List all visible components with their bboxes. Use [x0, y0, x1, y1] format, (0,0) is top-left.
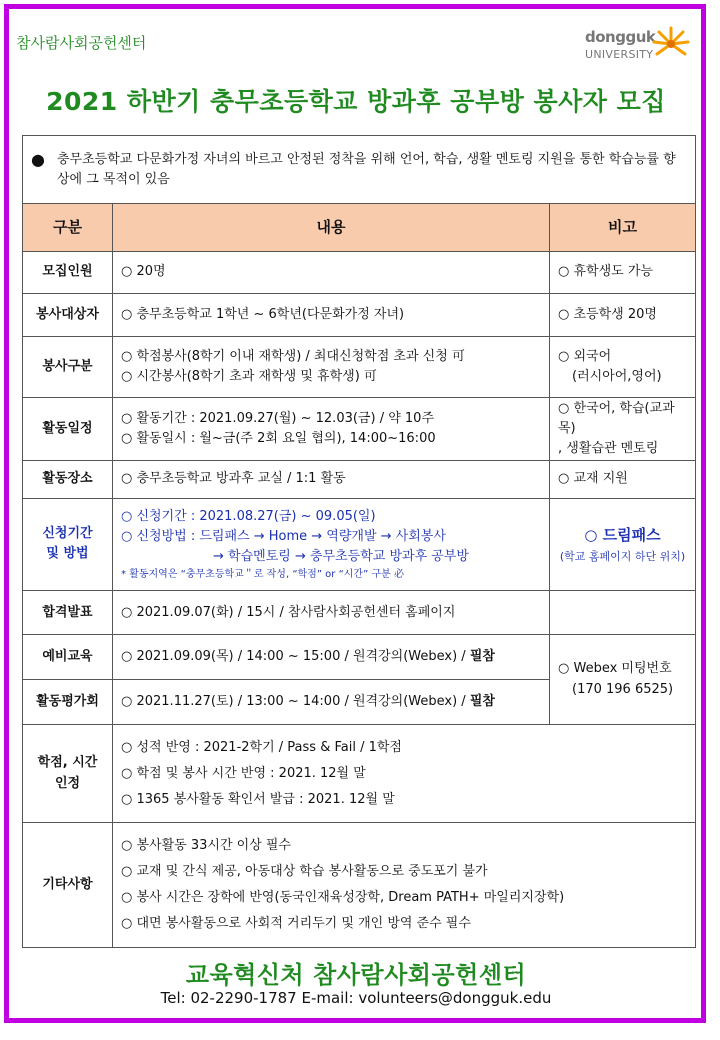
logo-subtitle: UNIVERSITY	[585, 48, 654, 61]
content-line: ○ 교재 및 간식 제공, 아동대상 학습 봉사활동으로 중도포기 불가	[121, 864, 488, 880]
table-row	[23, 336, 696, 397]
note-line: (학교 홈페이지 하단 위치)	[559, 549, 686, 563]
required-label: 필참	[469, 693, 495, 709]
apply-footnote: * 활동지역은 “충무초등학교＂로 작성, “학점” or “시간” 구분 必	[121, 568, 404, 580]
note-line: (러시아어,영어)	[572, 369, 662, 385]
category-cell: 활동평가회	[23, 679, 113, 724]
bullet-icon: ●	[31, 149, 45, 169]
category-line: 및 방법	[46, 546, 89, 562]
intro-box	[23, 136, 696, 204]
category-line: 학점, 시간	[37, 755, 98, 771]
intro-text: 충무초등학교 다문화가정 자녀의 바르고 안정된 정착을 위해 언어, 학습, 생활 멘토링 지원을 통한 학습능률 향상에 그 목적이 있음	[56, 151, 676, 187]
content-line: ○ 신청기간 : 2021.08.27(금) ~ 09.05(일)	[121, 508, 376, 524]
note-line: ○ 한국어, 학습(교과목)	[558, 400, 675, 436]
content-cell: ○ 2021.09.07(화) / 15시 / 참사람사회공헌센터 홈페이지	[113, 591, 550, 635]
note-line: ○ 외국어	[558, 348, 612, 364]
header-category: 구분	[23, 204, 113, 251]
note-cell: ○ 교재 지원	[550, 460, 696, 498]
category-line: 신청기간	[42, 526, 93, 542]
category-cell: 활동장소	[23, 460, 113, 498]
content-cell	[113, 398, 550, 460]
table-row	[23, 398, 696, 460]
content-cell	[113, 823, 696, 948]
lotus-icon	[649, 24, 693, 64]
table-row	[23, 635, 696, 679]
footer-org: 교육혁신처 참사람사회공헌센터	[185, 961, 527, 989]
content-line: ○ 활동기간 : 2021.09.27(월) ~ 12.03(금) / 약 10주	[121, 410, 434, 426]
table-row	[23, 724, 696, 822]
note-cell: ○ 초등학생 20명	[550, 293, 696, 336]
note-cell	[550, 635, 696, 724]
category-cell	[23, 724, 113, 822]
note-line: ○ Webex 미팅번호	[558, 661, 672, 677]
table-row	[23, 251, 696, 293]
content-cell: ○ 충무초등학교 방과후 교실 / 1:1 활동	[113, 460, 550, 498]
category-cell: 합격발표	[23, 591, 113, 635]
table-row	[23, 591, 696, 635]
content-line: ○ 성적 반영 : 2021-2학기 / Pass & Fail / 1학점	[121, 739, 402, 755]
note-line: , 생활습관 멘토링	[558, 440, 659, 456]
content-line: ○ 학점 및 봉사 시간 반영 : 2021. 12월 말	[121, 765, 366, 781]
category-cell: 봉사구분	[23, 336, 113, 397]
category-cell	[23, 498, 113, 590]
note-cell	[550, 336, 696, 397]
logo-wordmark: dongguk	[585, 28, 656, 46]
content-line: ○ 시간봉사(8학기 초과 재학생 및 휴학생) 可	[121, 369, 377, 385]
table-row	[23, 498, 696, 590]
note-cell	[550, 398, 696, 460]
content-cell: ○ 20명	[113, 251, 550, 293]
category-cell: 기타사항	[23, 823, 113, 948]
note-cell	[550, 591, 696, 635]
content-line: ○ 학점봉사(8학기 이내 재학생) / 최대신청학점 초과 신청 可	[121, 348, 465, 364]
content-line: ○ 대면 봉사활동으로 사회적 거리두기 및 개인 방역 준수 필수	[121, 916, 471, 932]
table-header-row	[23, 204, 696, 251]
content-cell	[113, 679, 550, 724]
recruitment-table	[22, 135, 696, 948]
note-line: (170 196 6525)	[572, 681, 674, 697]
required-label: 필참	[469, 648, 495, 664]
header-org: 참사람사회공헌센터	[16, 34, 147, 52]
content-text: ○ 2021.11.27(토) / 13:00 ~ 14:00 / 원격강의(Webex) /	[121, 693, 470, 709]
category-cell: 예비교육	[23, 635, 113, 679]
footer-contact: Tel: 02-2290-1787 E-mail: volunteers@dongguk.edu	[160, 989, 552, 1007]
category-line: 인정	[54, 775, 81, 791]
content-text: ○ 2021.09.09(목) / 14:00 ~ 15:00 / 원격강의(Webex) /	[121, 648, 470, 664]
content-line: ○ 1365 봉사활동 확인서 발급 : 2021. 12월 말	[121, 791, 395, 807]
content-cell	[113, 635, 550, 679]
university-logo	[585, 28, 695, 78]
table-row	[23, 293, 696, 336]
category-cell: 활동일정	[23, 398, 113, 460]
category-cell: 봉사대상자	[23, 293, 113, 336]
header-note: 비고	[550, 204, 696, 251]
table-row	[23, 460, 696, 498]
note-cell: ○ 휴학생도 가능	[550, 251, 696, 293]
content-cell	[113, 724, 696, 822]
content-cell: ○ 충무초등학교 1학년 ~ 6학년(다문화가정 자녀)	[113, 293, 550, 336]
content-cell	[113, 336, 550, 397]
table-row	[23, 823, 696, 948]
content-line: ○ 신청방법 : 드림패스 → Home → 역량개발 → 사회봉사	[121, 528, 446, 544]
category-cell: 모집인원	[23, 251, 113, 293]
page-title: 2021 하반기 충무초등학교 방과후 공부방 봉사자 모집	[46, 87, 666, 116]
content-line: ○ 봉사 시간은 장학에 반영(동국인재육성장학, Dream PATH+ 마일리지장학)	[121, 890, 565, 906]
header-content: 내용	[113, 204, 550, 251]
note-cell	[550, 498, 696, 590]
content-line: ○ 봉사활동 33시간 이상 필수	[121, 838, 291, 854]
dreampass-note: ○ 드림패스	[584, 526, 661, 545]
content-cell	[113, 498, 550, 590]
content-line: ○ 활동일시 : 월~금(주 2회 요일 협의), 14:00~16:00	[121, 430, 436, 446]
content-line: → 학습멘토링 → 충무초등학교 방과후 공부방	[213, 548, 469, 564]
